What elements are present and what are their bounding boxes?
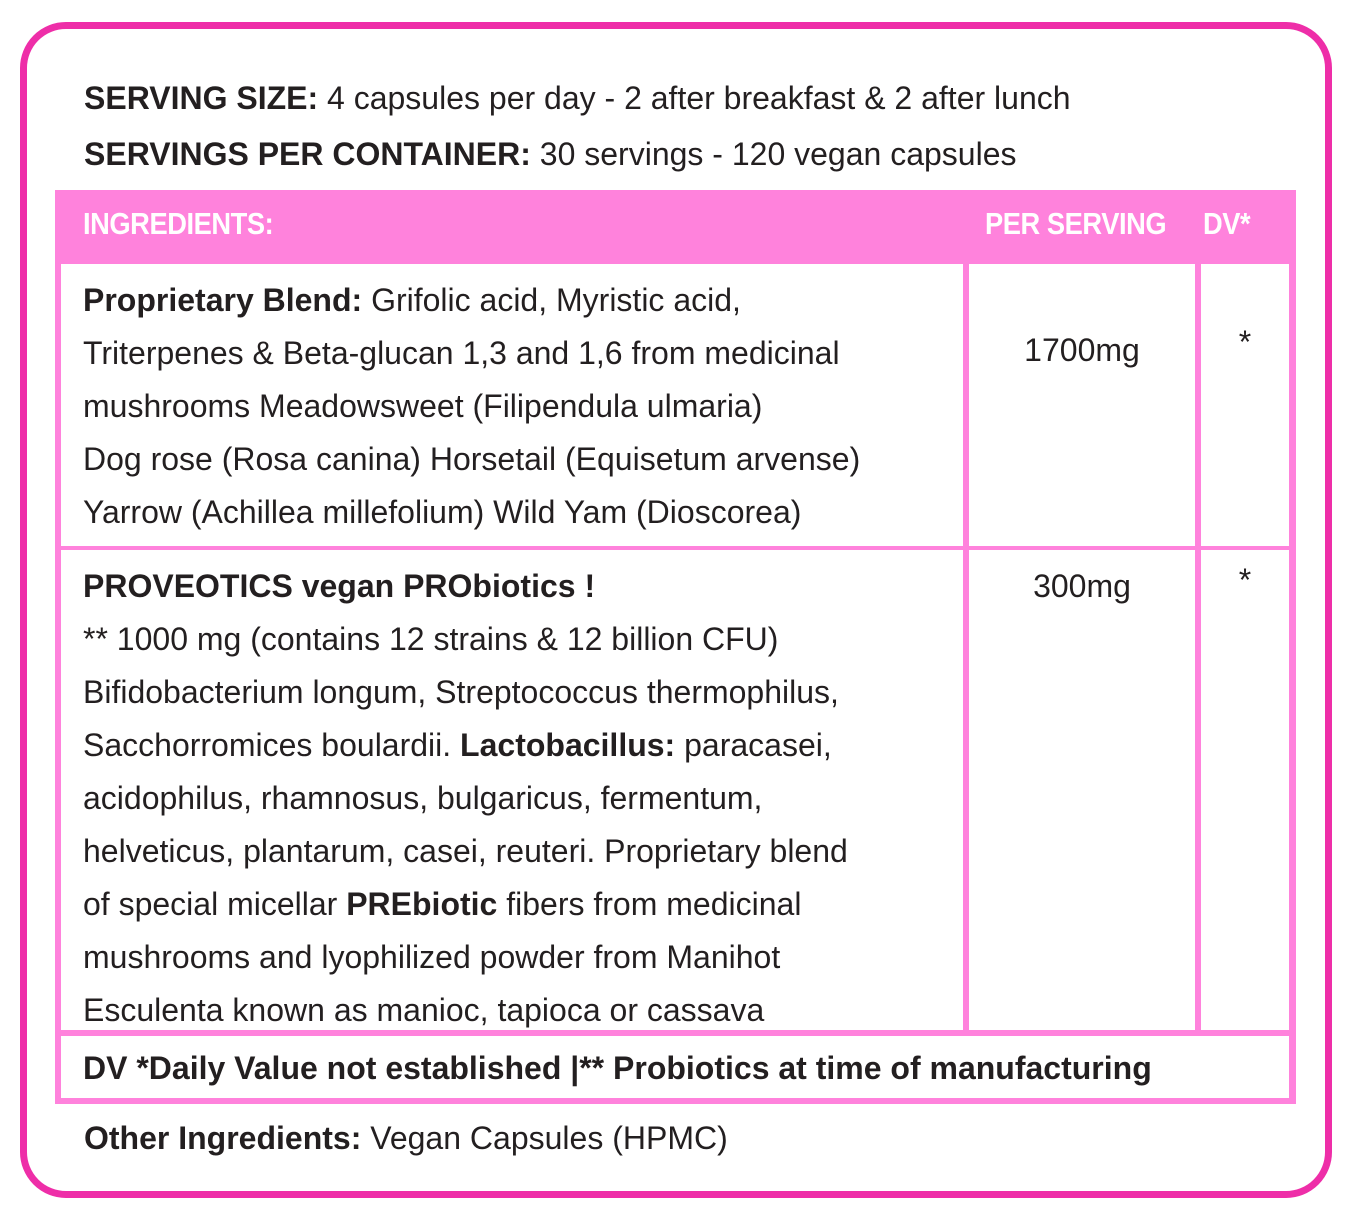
row-2-ingredient-text bbox=[83, 560, 963, 1037]
ingredient-line: Yarrow (Achillea millefolium) Wild Yam (Dioscorea) bbox=[83, 494, 802, 530]
ingredient-line: Bifidobacterium longum, Streptococcus thermophilus, bbox=[83, 674, 839, 710]
ingredient-line: mushrooms and lyophilized powder from Manihot bbox=[83, 939, 781, 975]
servings-per-container bbox=[84, 134, 1017, 174]
ingredient-line: acidophilus, rhamnosus, bulgaricus, fermentum, bbox=[83, 780, 763, 816]
ingredient-line: Sacchorromices boulardii. Lactobacillus: paracasei, bbox=[83, 727, 832, 763]
ingredient-line: Dog rose (Rosa canina) Horsetail (Equisetum arvense) bbox=[83, 441, 861, 477]
other-ingredients bbox=[84, 1118, 728, 1158]
row-2-amount: 300mg bbox=[1033, 568, 1131, 604]
ingredient-line: mushrooms Meadowsweet (Filipendula ulmaria) bbox=[83, 388, 763, 424]
other-ingredients-value: Vegan Capsules (HPMC) bbox=[361, 1120, 728, 1156]
table-row-2-ingredients bbox=[61, 550, 963, 1030]
serving-size-label: SERVING SIZE: bbox=[84, 80, 319, 116]
ingredient-line: ** 1000 mg (contains 12 strains & 12 billion CFU) bbox=[83, 621, 779, 657]
header-per-serving: PER SERVING bbox=[985, 206, 1167, 241]
footnote-text: DV *Daily Value not established |** Probiotics at time of manufacturing bbox=[83, 1050, 1152, 1086]
header-ingredients: INGREDIENTS: bbox=[83, 206, 274, 241]
ingredient-line: Esculenta known as manioc, tapioca or cassava bbox=[83, 992, 765, 1028]
table-row-1-ingredients bbox=[61, 264, 963, 546]
row-1-amount: 1700mg bbox=[1024, 332, 1140, 368]
row-1-ingredient-text bbox=[83, 274, 963, 539]
row-2-dv-value: * bbox=[1238, 562, 1252, 598]
servings-per-container-label: SERVINGS PER CONTAINER: bbox=[84, 136, 531, 172]
ingredient-line: helveticus, plantarum, casei, reuteri. Proprietary blend bbox=[83, 833, 848, 869]
header-dv: DV* bbox=[1203, 206, 1251, 241]
table-row-1-dv bbox=[1201, 264, 1289, 546]
table-row-1-per-serving bbox=[969, 264, 1195, 546]
servings-per-container-value: 30 servings - 120 vegan capsules bbox=[530, 136, 1017, 172]
table-row-2-dv bbox=[1201, 550, 1289, 1030]
table-footnote-row bbox=[61, 1036, 1289, 1098]
ingredient-line: Proprietary Blend: Grifolic acid, Myristic acid, bbox=[83, 282, 741, 318]
serving-size-value: 4 capsules per day - 2 after breakfast & 2 after lunch bbox=[318, 80, 1071, 116]
ingredient-line: Triterpenes & Beta-glucan 1,3 and 1,6 from medicinal bbox=[83, 335, 840, 371]
serving-size bbox=[84, 78, 1071, 118]
ingredient-line: PROVEOTICS vegan PRObiotics ! bbox=[83, 568, 596, 604]
table-header bbox=[55, 190, 1296, 262]
other-ingredients-label: Other Ingredients: bbox=[84, 1120, 362, 1156]
row-1-dv-value: * bbox=[1238, 324, 1252, 360]
ingredient-line: of special micellar PREbiotic fibers from medicinal bbox=[83, 886, 802, 922]
ingredients-table bbox=[55, 190, 1296, 1104]
table-row-2-per-serving bbox=[969, 550, 1195, 1030]
